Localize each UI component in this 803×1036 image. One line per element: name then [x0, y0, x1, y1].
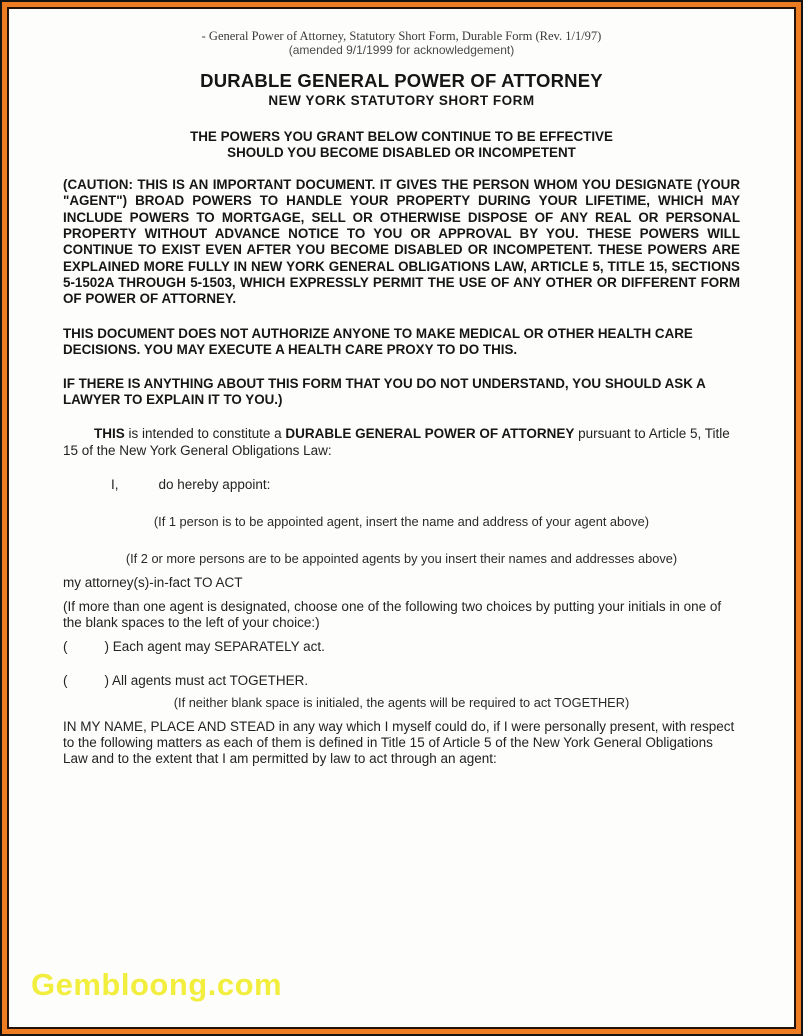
open-paren: (	[63, 673, 68, 689]
constitute-tail: pursuant to Article 5, Title 15 of the New York General Obligations Law:	[63, 426, 730, 458]
amendment-note: (amended 9/1/1999 for acknowledgement)	[288, 43, 515, 57]
close-paren: )	[104, 673, 109, 689]
document-page	[7, 7, 796, 1029]
principal-name-blank[interactable]	[119, 488, 159, 489]
page-title: DURABLE GENERAL POWER OF ATTORNEY	[200, 70, 603, 91]
page-subtitle: NEW YORK STATUTORY SHORT FORM	[268, 93, 535, 108]
constitute-paragraph	[63, 426, 740, 459]
attorneys-in-fact-line: my attorney(s)-in-fact TO ACT	[63, 575, 243, 591]
gembloong-watermark: Gembloong.com	[31, 967, 283, 1002]
constitute-this: THIS	[94, 426, 125, 442]
close-paren: )	[104, 639, 109, 655]
separately-initials-blank[interactable]	[68, 650, 105, 651]
choice-together-label: All agents must act TOGETHER.	[112, 673, 309, 689]
durability-notice-line-2: SHOULD YOU BECOME DISABLED OR INCOMPETENT	[227, 144, 576, 160]
open-paren: (	[63, 639, 68, 655]
appoint-text: do hereby appoint:	[158, 476, 271, 492]
constitute-poa: DURABLE GENERAL POWER OF ATTORNEY	[285, 426, 575, 442]
ask-lawyer-paragraph: IF THERE IS ANYTHING ABOUT THIS FORM THAT YOU DO NOT UNDERSTAND, YOU SHOULD ASK A LAWYER TO EXPLAIN IT TO YOU.)	[63, 375, 706, 408]
note-one-agent: (If 1 person is to be appointed agent, insert the name and address of your agent above)	[153, 514, 650, 530]
choice-separately-row	[63, 639, 740, 655]
appoint-line	[63, 477, 740, 493]
in-my-name-paragraph: IN MY NAME, PLACE AND STEAD in any way which I myself could do, if I were personally present, with respect to the following matters as each of them is defined in Title 15 of Article 5 of the New York General Obligations Law and to the extent that I am permitted by law to act through an agent:	[63, 718, 735, 767]
note-two-agents: (If 2 or more persons are to be appointed agents by you insert their names and addresses above)	[125, 551, 678, 567]
choice-together-row	[63, 673, 740, 689]
no-medical-paragraph: THIS DOCUMENT DOES NOT AUTHORIZE ANYONE TO MAKE MEDICAL OR OTHER HEALTH CARE DECISIONS. YOU MAY EXECUTE A HEALTH CARE PROXY TO DO THIS.	[63, 325, 693, 357]
durability-notice-line-1: THE POWERS YOU GRANT BELOW CONTINUE TO BE EFFECTIVE	[190, 129, 613, 144]
together-initials-blank[interactable]	[68, 684, 105, 685]
constitute-middle: is intended to constitute a	[124, 426, 286, 442]
choice-separately-label: Each agent may SEPARATELY act.	[112, 639, 325, 655]
caution-paragraph: (CAUTION: THIS IS AN IMPORTANT DOCUMENT. IT GIVES THE PERSON WHOM YOU DESIGNATE (YOUR "AGENT") BROAD POWERS TO HANDLE YOUR PROPERTY DURING YOUR LIFETIME, WHICH MAY INCLUDE POWERS TO MORTGAGE, SELL OR OTHERWISE DISPOSE OF ANY REAL OR PERSONAL PROPERTY WITHOUT ADVANCE NOTICE TO YOU OR APPROVAL BY YOU. THESE POWERS WILL CONTINUE TO EXIST EVEN AFTER YOU BECOME DISABLED OR INCOMPETENT. THESE POWERS ARE EXPLAINED MORE FULLY IN NEW YORK GENERAL OBLIGATIONS LAW, ARTICLE 5, TITLE 15, SECTIONS 5-1502A THROUGH 5-1503, WHICH EXPRESSLY PERMIT THE USE OF ANY OTHER OR DIFFERENT FORM OF POWER OF ATTORNEY.	[63, 177, 740, 307]
durability-notice	[63, 129, 740, 160]
note-neither-initialed: (If neither blank space is initialed, the agents will be required to act TOGETHER)	[173, 694, 630, 710]
principal-i-label: I,	[111, 476, 119, 492]
choice-instructions: (If more than one agent is designated, choose one of the following two choices by putting your initials in one of the blank spaces to the left of your choice:)	[63, 598, 722, 630]
form-citation: - General Power of Attorney, Statutory Short Form, Durable Form (Rev. 1/1/97)	[201, 29, 602, 43]
